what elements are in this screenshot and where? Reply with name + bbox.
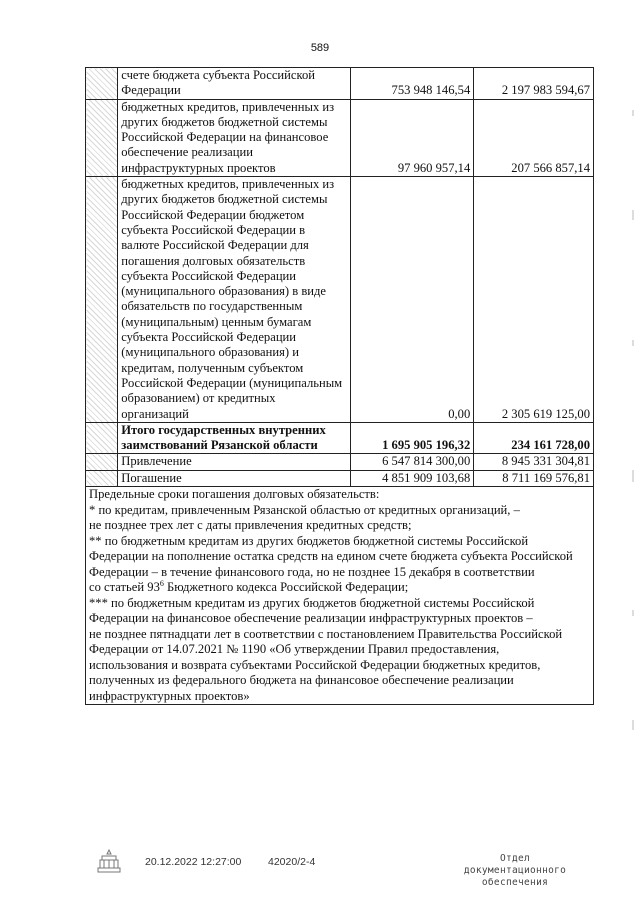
table-row (86, 99, 594, 176)
notes-cell (86, 487, 594, 705)
department-stamp: Отдел документационного обеспечения (463, 853, 567, 888)
row-description: бюджетных кредитов, привлеченных из других бюджетов бюджетной системы Российской Федерации бюджетом субъекта Российской Федерации в валюте Российской Федерации для погашения долговых обязательств субъекта Российской Федерации (муниципального образования) в виде обязательств по государственным (муниципальным) ценным бумагам субъекта Российской Федерации (муниципального образования) и кредитам, полученным субъектом Российской Федерации (муниципальным образованием) от кредитных организаций (118, 177, 350, 423)
row-amount-2023: 97 960 957,14 (350, 99, 474, 176)
repayment-amount-2024: 8 711 169 576,81 (474, 470, 594, 486)
row-amount-2023: 753 948 146,54 (350, 68, 474, 100)
notes-intro: Предельные сроки погашения долговых обязательств: (89, 487, 380, 502)
repayment-row (86, 470, 594, 486)
row-amount-2024: 207 566 857,14 (474, 99, 594, 176)
attraction-label: Привлечение (118, 454, 350, 470)
table-row (86, 177, 594, 423)
hatch-cell (86, 99, 118, 176)
borrowings-table (85, 67, 594, 705)
note-2: ** по бюджетным кредитам из других бюджетов бюджетной системы Российской Федерации на пополнение остатка средств на едином счете бюджета субъекта Российской Федерации – в течение финансового года, но не позднее 15 декабря в соответствии со статьей $93^6$ Бюджетного кодекса Российской Федерации; (89, 533, 573, 595)
repayment-label: Погашение (118, 470, 350, 486)
notes-row (86, 487, 594, 705)
total-amount-2023: 1 695 905 196,32 (350, 422, 474, 454)
note-3: *** по бюджетным кредитам из других бюджетов бюджетной системы Российской Федерации на финансовое обеспечение реализации инфраструктурных проектов – не позднее пятнадцати лет в соответствии с постановлением Правительства Российской Федерации от 14.07.2021 № 1190 «Об утверждении Правил предоставления, использования и возврата субъектами Российской Федерации бюджетных кредитов, полученных из федерального бюджета на финансовое обеспечение реализации инфраструктурных проектов» (89, 595, 563, 703)
hatch-cell (86, 177, 118, 423)
margin-marks (630, 90, 636, 790)
footer-timestamp: 20.12.2022 12:27:00 (145, 856, 242, 868)
attraction-row (86, 454, 594, 470)
row-amount-2024: 2 305 619 125,00 (474, 177, 594, 423)
total-label: Итого государственных внутренних заимствований Рязанской области (118, 422, 350, 454)
hatch-cell (86, 68, 118, 100)
total-row (86, 422, 594, 454)
total-amount-2024: 234 161 728,00 (474, 422, 594, 454)
footer-doc-number: 42020/2-4 (268, 856, 316, 868)
hatch-cell (86, 422, 118, 454)
attraction-amount-2024: 8 945 331 304,81 (474, 454, 594, 470)
emblem-icon (96, 848, 122, 874)
table-row (86, 68, 594, 100)
row-description: бюджетных кредитов, привлеченных из других бюджетов бюджетной системы Российской Федерации на финансовое обеспечение реализации инфраструктурных проектов (118, 99, 350, 176)
attraction-amount-2023: 6 547 814 300,00 (350, 454, 474, 470)
hatch-cell (86, 454, 118, 470)
row-amount-2023: 0,00 (350, 177, 474, 423)
row-amount-2024: 2 197 983 594,67 (474, 68, 594, 100)
note-1: * по кредитам, привлеченным Рязанской областью от кредитных организаций, – не позднее трех лет с даты привлечения кредитных средств; (89, 502, 520, 533)
hatch-cell (86, 470, 118, 486)
row-description: счете бюджета субъекта Российской Федерации (118, 68, 350, 100)
page-number: 589 (310, 42, 330, 54)
repayment-amount-2023: 4 851 909 103,68 (350, 470, 474, 486)
